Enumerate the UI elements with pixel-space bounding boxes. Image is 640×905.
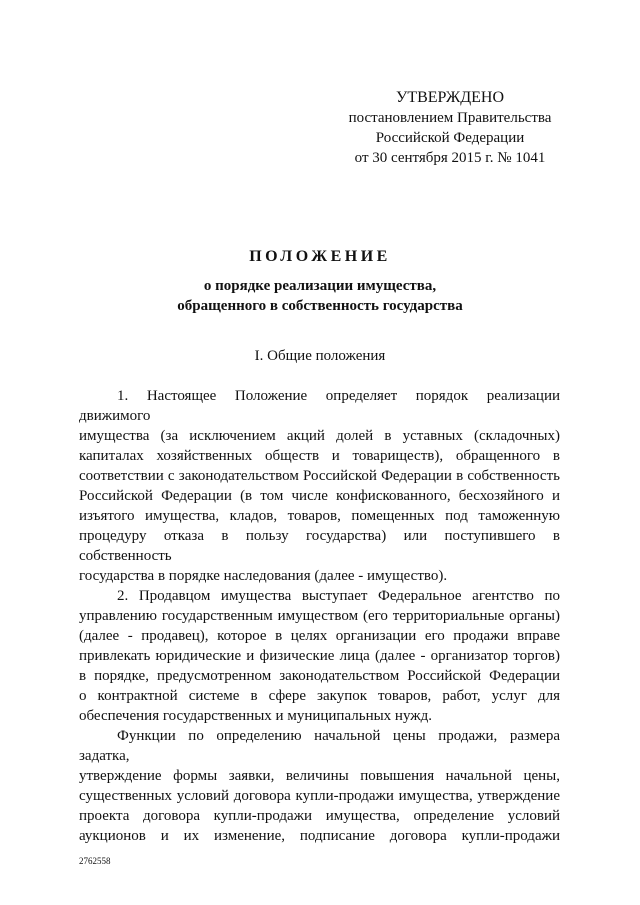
document-number: 2762558 (79, 856, 111, 866)
text-line: существенных условий договора купли-продажи имущества, утверждение (79, 788, 560, 804)
document-subtitle-line-2: обращенного в собственность государства (177, 298, 463, 314)
text-line: привлекать юридические и физические лица (далее - организатор торгов) (79, 648, 560, 664)
document-title: ПОЛОЖЕНИЕ (249, 248, 391, 265)
approval-stamp (330, 88, 570, 168)
approval-line-1: постановлением Правительства (348, 110, 552, 126)
paragraph-1 (79, 386, 560, 586)
document-subtitle-line-1: о порядке реализации имущества, (203, 278, 437, 294)
text-line: проекта договора купли-продажи имущества, определение условий (79, 808, 560, 824)
section-heading: I. Общие положения (254, 348, 386, 364)
approval-line-3: от 30 сентября 2015 г. № 1041 (354, 150, 546, 166)
text-line: процедуру отказа в пользу государства) или поступившего в собственность (79, 528, 560, 564)
text-line: имущества (за исключением акций долей в уставных (складочных) (79, 428, 560, 444)
text-line: государства в порядке наследования (далее - имущество). (79, 568, 448, 584)
paragraph-3 (79, 726, 560, 846)
text-line: соответствии с законодательством Российской Федерации в собственность (79, 468, 560, 484)
paragraph-2 (79, 586, 560, 726)
text-line: (далее - продавец), которое в целях организации его продажи вправе (79, 628, 560, 644)
text-line: обеспечения государственных и муниципальных нужд. (79, 708, 432, 724)
text-line: 1. Настоящее Положение определяет порядок реализации движимого (79, 388, 560, 424)
text-line: управлению государственным имуществом (его территориальные органы) (79, 608, 560, 624)
text-line: в порядке, предусмотренном законодательством Российской Федерации (79, 668, 560, 684)
text-line: утверждение формы заявки, величины повышения начальной цены, (79, 768, 560, 784)
text-line: Функции по определению начальной цены продажи, размера задатка, (79, 728, 560, 764)
text-line: Российской Федерации (в том числе конфискованного, бесхозяйного и (79, 488, 560, 504)
document-body (79, 386, 560, 846)
text-line: 2. Продавцом имущества выступает Федеральное агентство по (117, 588, 560, 604)
approval-line-2: Российской Федерации (375, 130, 525, 146)
text-line: о контрактной системе в сфере закупок товаров, работ, услуг для (79, 688, 560, 704)
approval-heading: УТВЕРЖДЕНО (395, 89, 504, 106)
text-line: аукционов и их изменение, подписание договора купли-продажи (79, 828, 560, 844)
text-line: капиталах хозяйственных обществ и товариществ), обращенного в (79, 448, 560, 464)
text-line: изъятого имущества, кладов, товаров, помещенных под таможенную (79, 508, 560, 524)
